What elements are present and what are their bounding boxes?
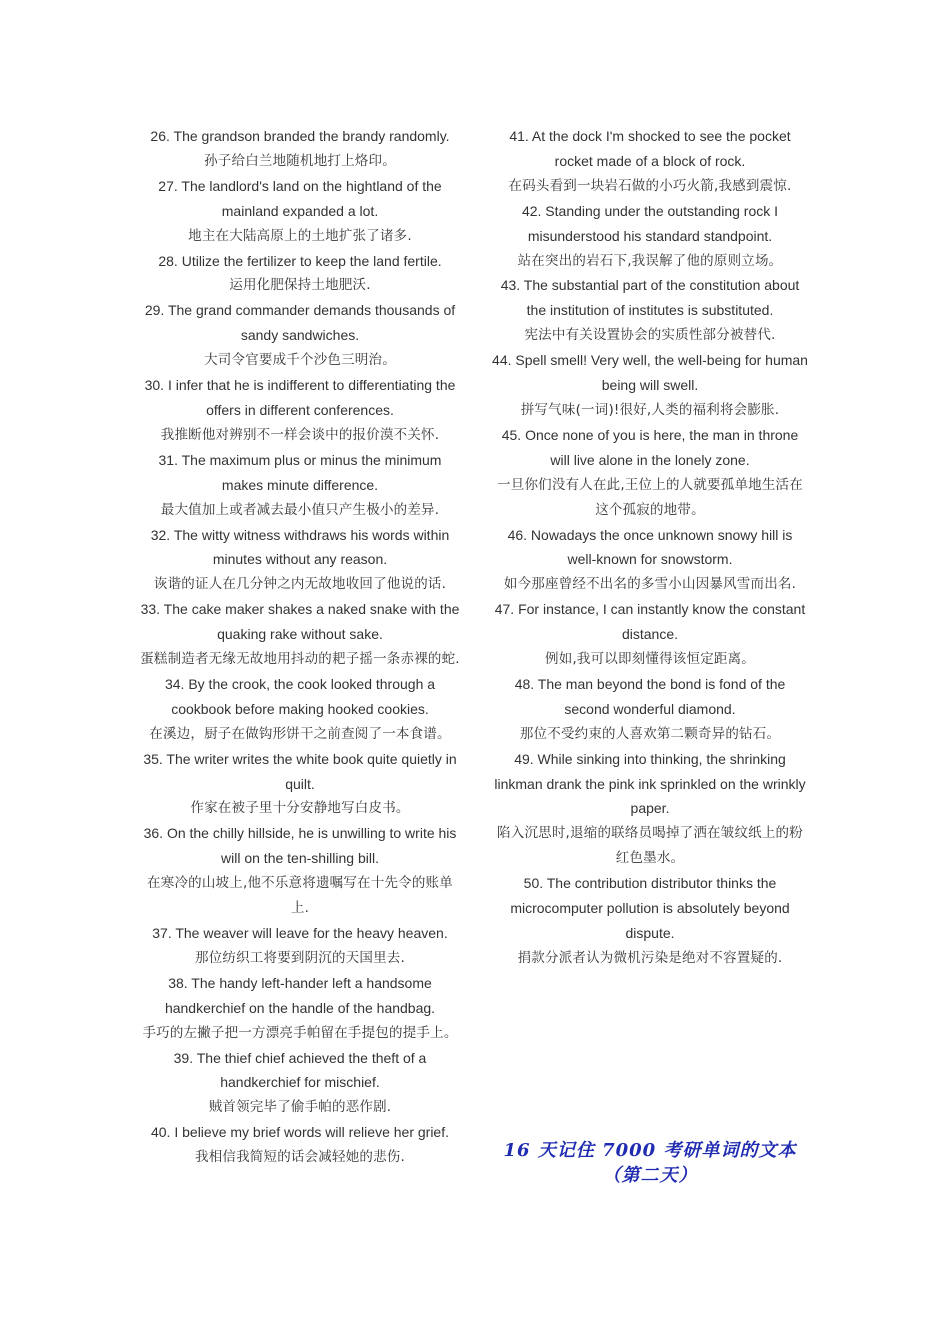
- chinese-translation: 如今那座曾经不出名的多雪小山因暴风雪而出名.: [503, 576, 797, 593]
- entry: [492, 348, 808, 423]
- entry: [140, 971, 460, 1046]
- entry: [140, 298, 460, 373]
- entry: [140, 597, 460, 672]
- english-sentence: 29. The grand commander demands thousands of sandy sandwiches.: [144, 302, 456, 344]
- title-line-2: （第二天）: [602, 1165, 698, 1186]
- entry: [140, 373, 460, 448]
- english-sentence: 50. The contribution distributor thinks the microcomputer pollution is absolutely beyond dispute.: [510, 875, 790, 941]
- document-title: [492, 1138, 808, 1188]
- entry: [140, 1046, 460, 1121]
- title-line-1: 16 天记住 7000 考研单词的文本: [503, 1140, 797, 1161]
- entry: [492, 871, 808, 971]
- english-sentence: 40. I believe my brief words will relieve her grief.: [150, 1124, 449, 1141]
- entry: [140, 124, 460, 174]
- entry: [140, 747, 460, 822]
- english-sentence: 47. For instance, I can instantly know the constant distance.: [494, 601, 806, 643]
- chinese-translation: 陷入沉思时,退缩的联络员喝掉了洒在皱纹纸上的粉红色墨水。: [497, 825, 803, 867]
- chinese-translation: 贼首领完毕了偷手帕的恶作剧.: [208, 1099, 392, 1116]
- english-sentence: 28. Utilize the fertilizer to keep the land fertile.: [158, 252, 442, 269]
- chinese-translation: 那位纺织工将要到阴沉的天国里去.: [195, 949, 405, 966]
- right-column: [492, 124, 808, 971]
- chinese-translation: 在寒冷的山坡上,他不乐意将遗嘱写在十先令的账单上.: [147, 875, 453, 917]
- chinese-translation: 地主在大陆高原上的土地扩张了诸多.: [188, 227, 412, 244]
- chinese-translation: 拼写气味(一词)!很好,人类的福利将会膨胀.: [520, 401, 780, 418]
- entry: [140, 448, 460, 523]
- chinese-translation: 诙谐的证人在几分钟之内无故地收回了他说的话.: [153, 576, 447, 593]
- english-sentence: 39. The thief chief achieved the theft of a handkerchief for mischief.: [173, 1049, 427, 1091]
- entry: [140, 523, 460, 598]
- chinese-translation: 宪法中有关设置协会的实质性部分被替代.: [524, 327, 776, 344]
- english-sentence: 33. The cake maker shakes a naked snake with the quaking rake without sake.: [140, 601, 460, 643]
- chinese-translation: 捐款分派者认为微机污染是绝对不容置疑的.: [517, 949, 783, 966]
- english-sentence: 42. Standing under the outstanding rock I misunderstood his standard standpoint.: [521, 202, 779, 244]
- english-sentence: 26. The grandson branded the brandy randomly.: [150, 128, 450, 144]
- english-sentence: 49. While sinking into thinking, the shrinking linkman drank the pink ink sprinkled on the wrinkly paper.: [494, 750, 806, 817]
- entry: [492, 672, 808, 747]
- english-sentence: 41. At the dock I'm shocked to see the pocket rocket made of a block of rock.: [509, 128, 791, 169]
- chinese-translation: 在溪边，厨子在做钩形饼干之前查阅了一本食谱。: [149, 725, 451, 742]
- chinese-translation: 例如,我可以即刻懂得该恒定距离。: [545, 651, 755, 668]
- english-sentence: 48. The man beyond the bond is fond of the second wonderful diamond.: [514, 675, 786, 717]
- english-sentence: 32. The witty witness withdraws his words within minutes without any reason.: [150, 526, 450, 568]
- entry: [140, 672, 460, 747]
- left-column: [140, 124, 460, 1170]
- english-sentence: 38. The handy left-hander left a handsome handkerchief on the handle of the handbag.: [164, 974, 436, 1016]
- english-sentence: 30. I infer that he is indifferent to differentiating the offers in different conferences.: [144, 377, 456, 418]
- english-sentence: 44. Spell smell! Very well, the well-being for human being will swell.: [492, 352, 808, 394]
- english-sentence: 35. The writer writes the white book quite quietly in quilt.: [143, 750, 457, 792]
- entry: [492, 124, 808, 199]
- english-sentence: 45. Once none of you is here, the man in throne will live alone in the lonely zone.: [501, 426, 799, 468]
- chinese-translation: 最大值加上或者减去最小值只产生极小的差异.: [160, 501, 440, 518]
- entry: [140, 1120, 460, 1170]
- entry: [140, 921, 460, 971]
- chinese-translation: 蛋糕制造者无缘无故地用抖动的耙子摇一条赤裸的蛇.: [140, 651, 460, 668]
- chinese-translation: 孙子给白兰地随机地打上烙印。: [204, 152, 396, 169]
- chinese-translation: 运用化肥保持土地肥沃.: [229, 277, 371, 294]
- entry: [140, 249, 460, 299]
- chinese-translation: 大司令官要成千个沙色三明治。: [204, 352, 396, 369]
- chinese-translation: 在码头看到一块岩石做的小巧火箭,我感到震惊.: [508, 177, 792, 194]
- entry: [140, 821, 460, 921]
- chinese-translation: 作家在被子里十分安静地写白皮书。: [190, 800, 410, 817]
- entry: [492, 273, 808, 348]
- chinese-translation: 我相信我简短的话会减轻她的悲伤.: [195, 1149, 405, 1166]
- english-sentence: 37. The weaver will leave for the heavy heaven.: [152, 925, 448, 941]
- english-sentence: 43. The substantial part of the constitution about the institution of institutes is substituted.: [500, 277, 800, 319]
- entry: [140, 174, 460, 249]
- english-sentence: 31. The maximum plus or minus the minimum makes minute difference.: [158, 451, 442, 493]
- english-sentence: 27. The landlord's land on the hightland of the mainland expanded a lot.: [158, 177, 442, 219]
- english-sentence: 34. By the crook, the cook looked through a cookbook before making hooked cookies.: [164, 675, 436, 717]
- entry: [492, 597, 808, 672]
- chinese-translation: 站在突出的岩石下,我误解了他的原则立场。: [517, 252, 783, 269]
- english-sentence: 36. On the chilly hillside, he is unwilling to write his will on the ten-shilling bill.: [143, 825, 457, 867]
- entry: [492, 747, 808, 872]
- entry: [492, 423, 808, 523]
- chinese-translation: 那位不受约束的人喜欢第二颗奇异的钻石。: [519, 725, 781, 742]
- entry: [492, 199, 808, 274]
- chinese-translation: 一旦你们没有人在此,王位上的人就要孤单地生活在这个孤寂的地带。: [497, 476, 803, 518]
- chinese-translation: 手巧的左撇子把一方漂亮手帕留在手提包的提手上。: [142, 1024, 458, 1041]
- english-sentence: 46. Nowadays the once unknown snowy hill is well-known for snowstorm.: [507, 526, 793, 568]
- entry: [492, 523, 808, 598]
- chinese-translation: 我推断他对辨别不一样会谈中的报价漠不关怀.: [160, 426, 440, 443]
